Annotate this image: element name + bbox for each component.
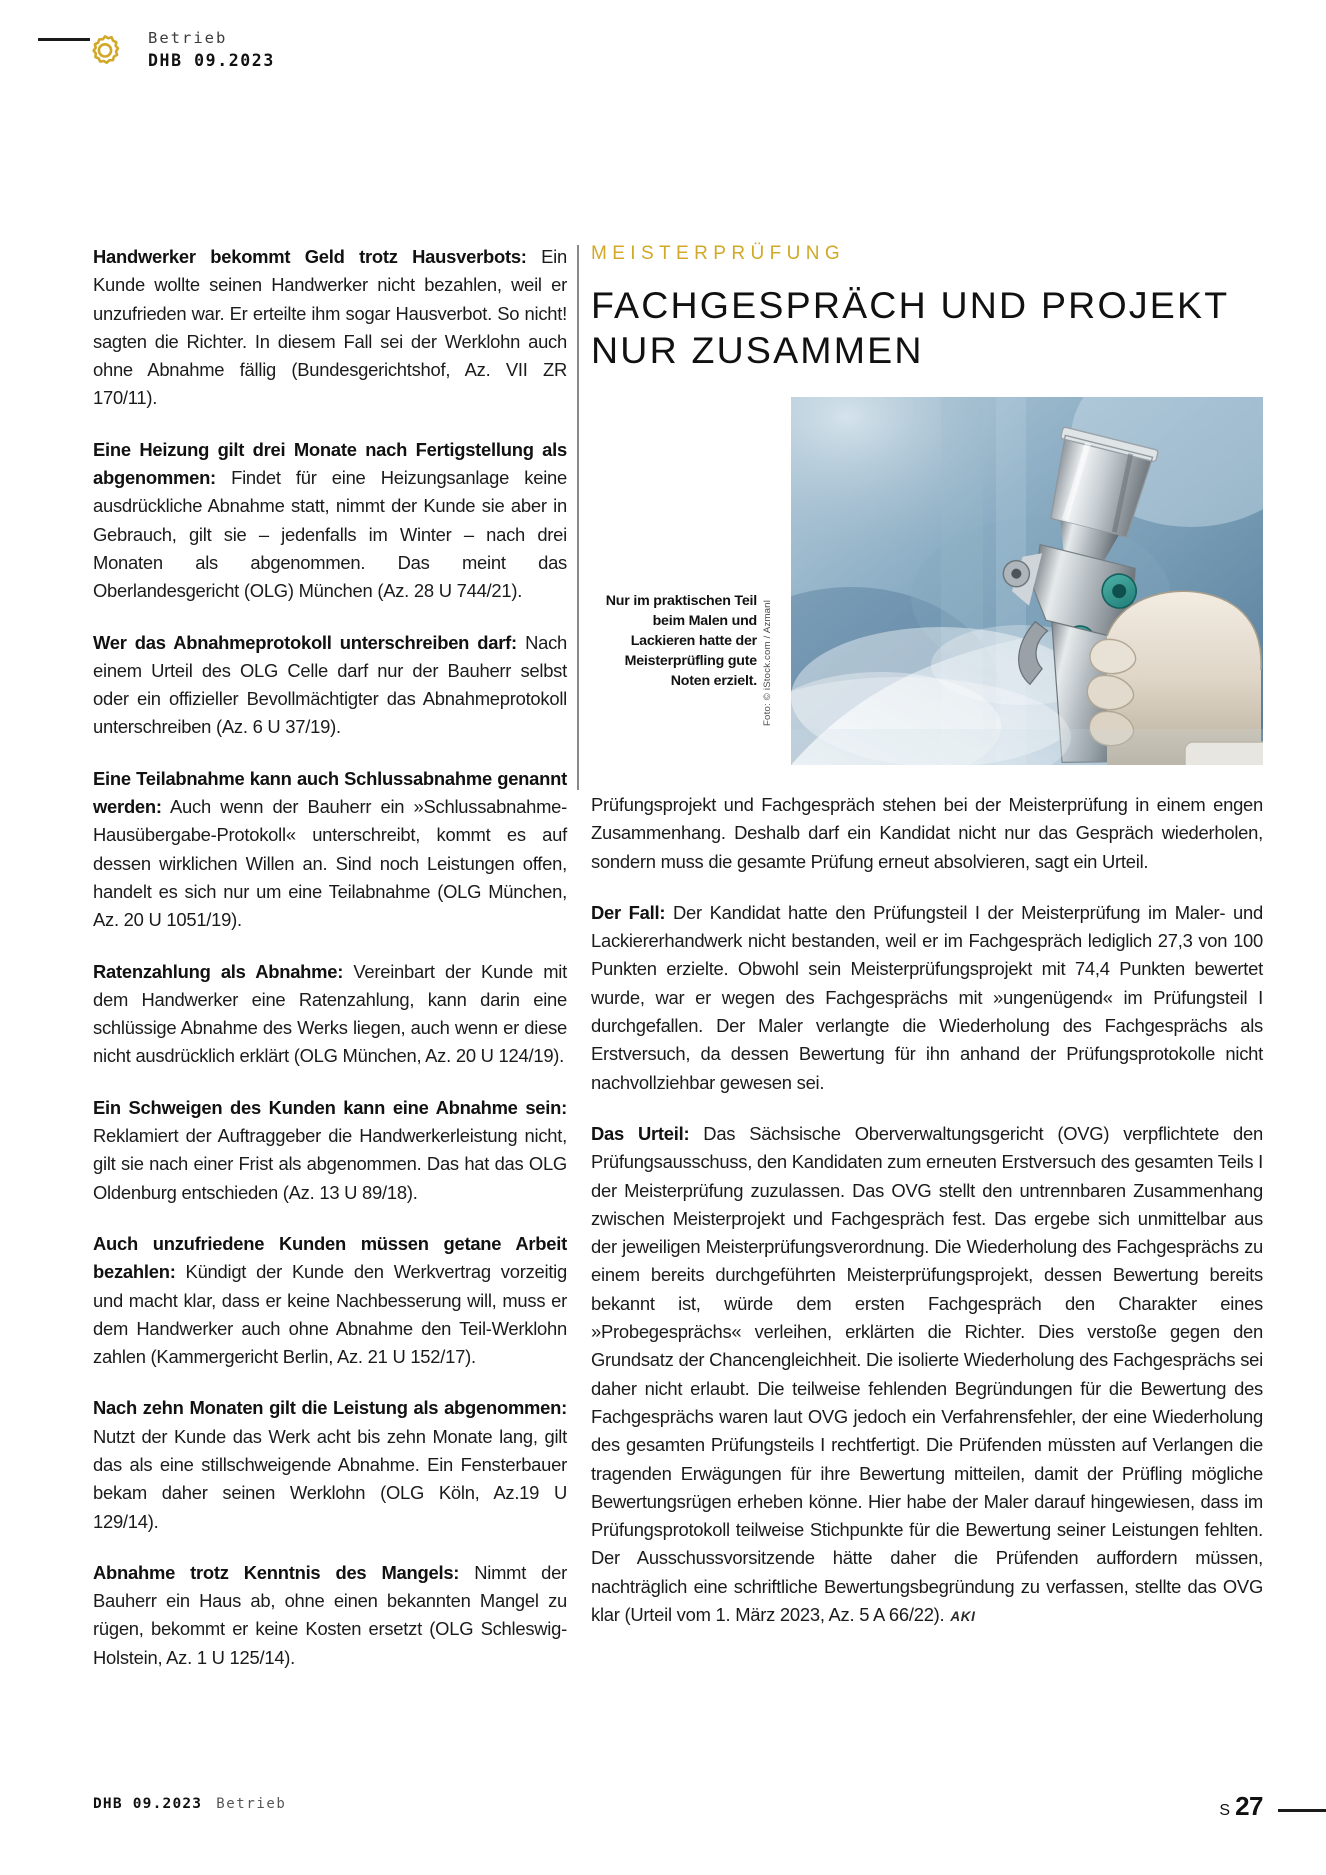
right-column	[591, 243, 1263, 1631]
masthead-issue: DHB 09.2023	[148, 51, 275, 70]
article-paragraph	[591, 1120, 1263, 1631]
article-paragraph-body: Der Kandidat hatte den Prüfungsteil I der Meisterprüfung im Maler- und Lackiererhandwerk nicht bestanden, weil er im Fachgespräch lediglich 27,3 von 100 Punkten erzielte. Obwohl sein Meisterprüfungsprojekt mit 74,4 Punkten bewertet wurde, war er wegen des Fachgesprächs mit »ungenügend« im Prüfungsteil I durchgefallen. Der Maler verlangte die Wiederholung des Fachgesprächs als Erstversuch, da dessen Bewertung für ihn anhand der Prüfungsprotokolle nicht nachvollziehbar gewesen sei.	[591, 901, 1263, 1093]
article-byline: AKI	[950, 1609, 976, 1625]
page-masthead	[0, 29, 1326, 98]
news-item	[93, 243, 567, 413]
news-item-lead: Handwerker bekommt Geld trotz Hausverbots:	[93, 246, 527, 267]
news-item-lead: Ein Schweigen des Kunden kann eine Abnahme sein:	[93, 1096, 567, 1118]
news-item-lead: Abnahme trotz Kenntnis des Mangels:	[93, 1561, 460, 1583]
news-item-body: Reklamiert der Auftraggeber die Handwerkerleistung nicht, gilt sie nach einer Frist als abgenommen. Das hat das OLG Oldenburg entschieden (Az. 13 U 89/18).	[93, 1125, 567, 1203]
article-paragraph-body: Das Sächsische Oberverwaltungsgericht (OVG) verpflichtete den Prüfungsausschuss, den Kandidaten zum erneuten Erstversuch des gesamten Teils I der Meisterprüfung zuzulassen. Das OVG stellt den untrennbaren Zusammenhang zwischen Meisterprojekt und Fachgespräch fest. Das ergebe sich unmittelbar aus der jeweiligen Meisterprüfungsverordnung. Die Wiederholung des Fachgesprächs zu einem bereits durchgeführten Meisterprüfungsprojekt, dessen Bewertung bereits bekannt ist, würde dem ersten Fachgespräch den Charakter eines »Probegesprächs« verleihen, erklärten die Richter. Dies verstoße gegen den Grundsatz der Chancengleichheit. Die isolierte Wiederholung des Fachgesprächs sei daher nicht erlaubt. Die teilweise fehlenden Begründungen für die Bewertung des Fachgesprächs waren laut OVG jedoch ein Verfahrensfehler, der eine Wiederholung des gesamten Prüfungsteils I rechtfertigt. Die Prüfenden müssten auf Verlangen die tragenden Erwägungen für ihre Bewertung mitteilen, damit der Prüfling mögliche Bewertungsrügen erheben könne. Hier habe der Maler darauf hingewiesen, dass im Prüfungsprotokoll teilweise Stichpunkte für die Bewertung seiner Leistungen fehlten. Der Ausschussvorsitzende hätte daher die Prüfenden auffordern müssen, nachträglich eine schriftliche Bewertungsbegründung zu verfassen, stellte das OVG klar (Urteil vom 1. März 2023, Az. 5 A 66/22).	[591, 1122, 1263, 1626]
article-intro: Prüfungsprojekt und Fachgespräch stehen bei der Meisterprüfung in einem engen Zusammenhang. Deshalb darf ein Kandidat nicht nur das Gespräch wiederholen, sondern muss die gesamte Prüfung erneut absolvieren, sagt ein Urteil.	[591, 794, 1263, 872]
article-paragraph	[591, 899, 1263, 1097]
news-item	[93, 1094, 567, 1207]
footer-right	[1219, 1791, 1263, 1822]
spray-gun-photo	[791, 397, 1263, 765]
news-item-lead: Eine Heizung gilt drei Monate nach Fertigstellung als abgenommen:	[93, 438, 567, 489]
news-item-body: Auch wenn der Bauherr ein »Schlussabnahme-Hausübergabe-Protokoll« unterschreibt, kommt es auf dessen wirklichen Willen an. Sind noch Leistungen offen, handelt es sich nur um eine Teilabnahme (OLG München, Az. 20 U 1051/19).	[93, 796, 567, 931]
article-headline: FACHGESPRÄCH UND PROJEKT NUR ZUSAMMEN	[591, 284, 1229, 371]
footer-issue: DHB 09.2023	[93, 1796, 203, 1812]
news-item-body: Findet für eine Heizungsanlage keine ausdrückliche Abnahme statt, nimmt der Kunde sie aber in Gebrauch, gilt sie – jedenfalls im Winter – nach drei Monaten als abgenommen. Das meint das Oberlandesgericht (OLG) München (Az. 28 U 744/21).	[93, 467, 567, 602]
article-kicker: MEISTERPRÜFUNG	[591, 243, 845, 264]
news-item-body: Kündigt der Kunde den Werkvertrag vorzeitig und macht klar, dass er keine Nachbesserung will, muss er dem Handwerker auch ohne Abnahme den Teil-Werklohn zahlen (Kammergericht Berlin, Az. 21 U 152/17).	[93, 1261, 567, 1368]
news-item-lead: Wer das Abnahmeprotokoll unterschreiben darf:	[93, 631, 517, 653]
news-item-body: Nimmt der Bauherr ein Haus ab, ohne einen bekannten Mangel zu rügen, bekommt er keine Kosten ersetzt (OLG Schleswig-Holstein, Az. 1 U 125/14).	[93, 1561, 567, 1668]
masthead-section: Betrieb	[148, 29, 228, 47]
news-item-lead: Nach zehn Monaten gilt die Leistung als abgenommen:	[93, 1397, 567, 1419]
news-item	[93, 436, 567, 606]
news-item-body: Nach einem Urteil des OLG Celle darf nur der Bauherr selbst oder ein offizieller Bevollmächtigter das Abnahmeprotokoll unterschreiben (Az. 6 U 37/19).	[93, 631, 567, 738]
news-item-body: Nutzt der Kunde das Werk acht bis zehn Monate lang, gilt das als eine stillschweigende Abnahme. Ein Fensterbauer bekam daher seinen Werklohn (OLG Köln, Az.19 U 129/14).	[93, 1425, 567, 1532]
article-paragraph-lead: Der Fall:	[591, 901, 666, 923]
footer-left	[93, 1795, 286, 1813]
news-item-lead: Ratenzahlung als Abnahme:	[93, 960, 344, 982]
news-item	[93, 765, 567, 935]
news-item	[93, 1394, 567, 1535]
gear-icon	[86, 32, 124, 70]
footer-rule	[1278, 1809, 1326, 1812]
column-divider	[577, 245, 579, 790]
masthead-text	[148, 28, 275, 73]
footer-section: Betrieb	[216, 1796, 287, 1812]
news-item-lead: Auch unzufriedene Kunden müssen getane Arbeit bezahlen:	[93, 1232, 567, 1283]
news-item-body: Ein Kunde wollte seinen Handwerker nicht bezahlen, weil er unzufrieden war. Er erteilte ihm sogar Hausverbot. So nicht! sagten die Richter. In diesem Fall sei der Werklohn auch ohne Abnahme fällig (Bundesgerichtshof, Az. VII ZR 170/11).	[93, 246, 567, 409]
page-footer	[0, 1791, 1326, 1825]
news-item-body: Vereinbart der Kunde mit dem Handwerker eine Ratenzahlung, kann darin eine schlüssige Abnahme des Werks liegen, auch wenn er diese nicht ausdrücklich erklärt (OLG München, Az. 20 U 124/19).	[93, 960, 567, 1067]
news-item	[93, 629, 567, 742]
news-item	[93, 1230, 567, 1371]
masthead-rule	[38, 38, 90, 41]
article-photo-block	[591, 397, 1263, 765]
article-paragraph-lead: Das Urteil:	[591, 1122, 690, 1144]
photo-caption: Nur im praktischen Teil beim Malen und Lackieren hatte der Meisterprüfling gute Noten erzielt.	[605, 593, 757, 689]
footer-page-number: 27	[1235, 1791, 1263, 1821]
footer-page-prefix: S	[1219, 1802, 1231, 1819]
news-item	[93, 958, 567, 1071]
news-item	[93, 1559, 567, 1672]
left-column	[93, 243, 567, 1672]
news-item-lead: Eine Teilabnahme kann auch Schlussabnahme genannt werden:	[93, 767, 567, 818]
photo-credit: Foto: © iStock.com / Azmanl	[762, 599, 773, 726]
